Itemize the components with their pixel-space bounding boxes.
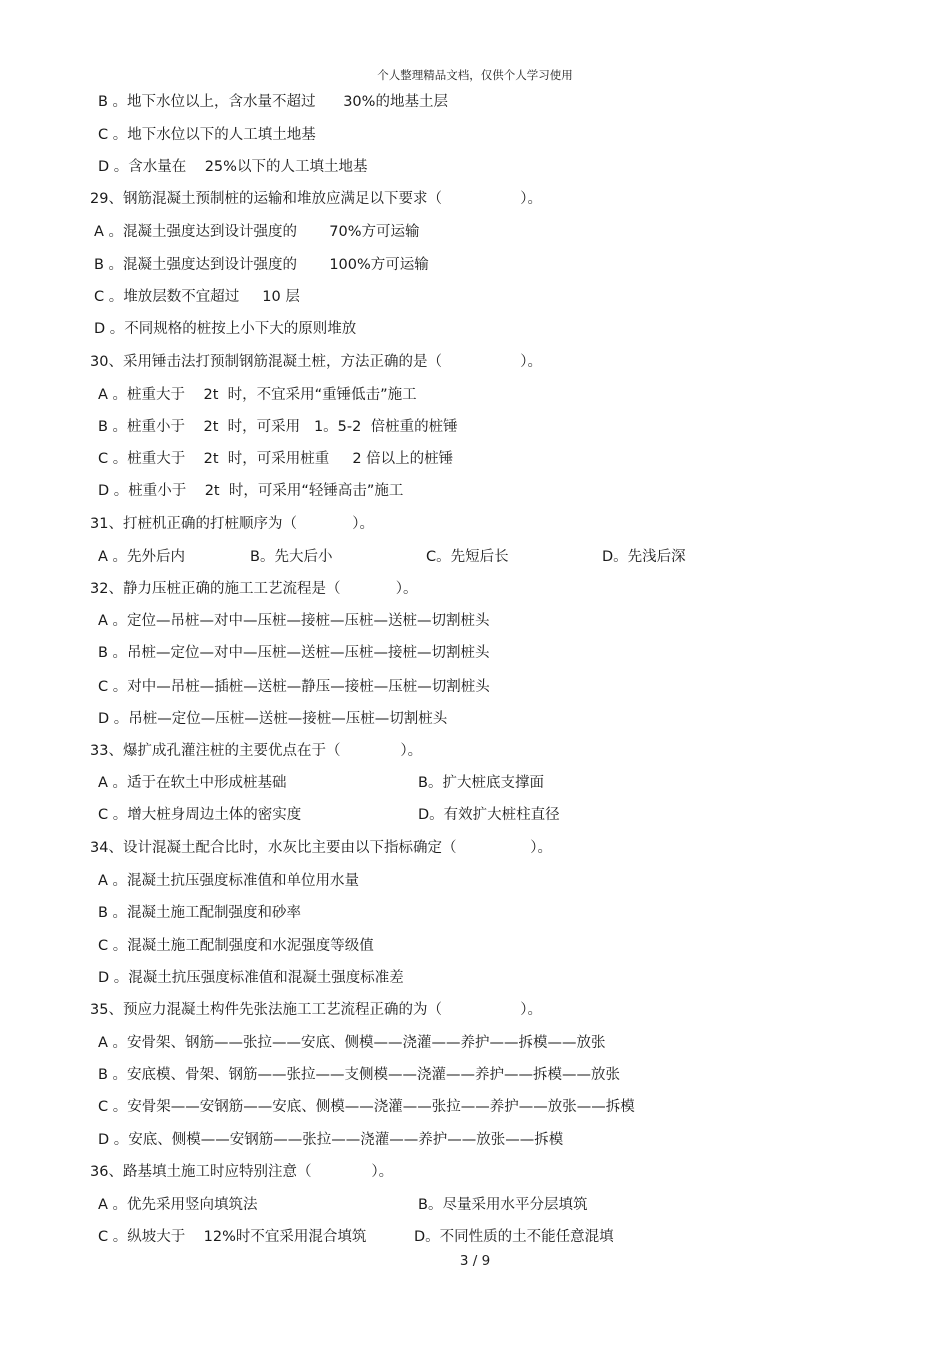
q36-option-d: D。不同性质的土不能任意混填 [414, 1229, 614, 1245]
question-32: 32、静力压桩正确的施工工艺流程是（ ）。 [90, 581, 418, 597]
q32-option-c: C 。对中—吊桩—插桩—送桩—静压—接桩—压桩—切割桩头 [98, 679, 490, 695]
q35-option-d: D 。安底、侧模——安钢筋——张拉——浇灌——养护——放张——拆模 [98, 1132, 564, 1148]
q31-option-c: C。先短后长 [426, 549, 509, 565]
option-d: D 。含水量在 25%以下的人工填土地基 [98, 159, 368, 175]
q35-option-c: C 。安骨架——安钢筋——安底、侧模——浇灌——张拉——养护——放张——拆模 [98, 1099, 635, 1115]
q29-option-a: A 。混凝土强度达到设计强度的 70%方可运输 [94, 224, 420, 240]
option-b: B 。地下水位以上，含水量不超过 30%的地基土层 [98, 94, 448, 110]
q32-option-a: A 。定位—吊桩—对中—压桩—接桩—压桩—送桩—切割桩头 [98, 613, 490, 629]
q35-option-b: B 。安底模、骨架、钢筋——张拉——支侧模——浇灌——养护——拆模——放张 [98, 1067, 621, 1083]
q32-option-d: D 。吊桩—定位—压桩—送桩—接桩—压桩—切割桩头 [98, 711, 448, 727]
question-34: 34、设计混凝土配合比时，水灰比主要由以下指标确定（ ）。 [90, 840, 552, 856]
q33-option-d: D。有效扩大桩柱直径 [418, 807, 560, 823]
q33-option-a: A 。适于在软土中形成桩基础 [98, 775, 287, 791]
q29-option-b: B 。混凝土强度达到设计强度的 100%方可运输 [94, 257, 429, 273]
page-number: 3 / 9 [459, 1253, 491, 1269]
question-29: 29、钢筋混凝土预制桩的运输和堆放应满足以下要求（ ）。 [90, 191, 543, 207]
q32-option-b: B 。吊桩—定位—对中—压桩—送桩—压桩—接桩—切割桩头 [98, 645, 490, 661]
q36-option-a: A 。优先采用竖向填筑法 [98, 1197, 258, 1213]
q36-option-c: C 。纵坡大于 12%时不宜采用混合填筑 [98, 1229, 367, 1245]
q34-option-b: B 。混凝土施工配制强度和砂率 [98, 905, 302, 921]
question-30: 30、采用锤击法打预制钢筋混凝土桩，方法正确的是（ ）。 [90, 354, 543, 370]
q30-option-a: A 。桩重大于 2t 时，不宜采用“重锤低击”施工 [98, 387, 417, 403]
q36-option-b: B。尽量采用水平分层填筑 [418, 1197, 588, 1213]
q34-option-a: A 。混凝土抗压强度标准值和单位用水量 [98, 873, 360, 889]
q33-option-b: B。扩大桩底支撑面 [418, 775, 544, 791]
q35-option-a: A 。安骨架、钢筋——张拉——安底、侧模——浇灌——养护——拆模——放张 [98, 1035, 606, 1051]
q34-option-d: D 。混凝土抗压强度标准值和混凝土强度标准差 [98, 970, 404, 986]
q30-option-c: C 。桩重大于 2t 时，可采用桩重 2 倍以上的桩锤 [98, 451, 454, 467]
q29-option-c: C 。堆放层数不宜超过 10 层 [94, 289, 300, 305]
question-33: 33、爆扩成孔灌注桩的主要优点在于（ ）。 [90, 743, 423, 759]
page-header: 个人整理精品文档，仅供个人学习使用 [377, 68, 573, 82]
q33-option-c: C 。增大桩身周边土体的密实度 [98, 807, 302, 823]
q30-option-d: D 。桩重小于 2t 时，可采用“轻锤高击”施工 [98, 483, 404, 499]
q30-option-b: B 。桩重小于 2t 时，可采用 1。5-2 倍桩重的桩锤 [98, 419, 458, 435]
q34-option-c: C 。混凝土施工配制强度和水泥强度等级值 [98, 938, 374, 954]
option-c: C 。地下水位以下的人工填土地基 [98, 127, 316, 143]
question-35: 35、预应力混凝土构件先张法施工工艺流程正确的为（ ）。 [90, 1002, 543, 1018]
question-36: 36、路基填土施工时应特别注意（ ）。 [90, 1164, 394, 1180]
question-31: 31、打桩机正确的打桩顺序为（ ）。 [90, 516, 375, 532]
q31-option-b: B。先大后小 [250, 549, 333, 565]
q31-option-a: A 。先外后内 [98, 549, 186, 565]
q31-option-d: D。先浅后深 [602, 549, 686, 565]
q29-option-d: D 。不同规格的桩按上小下大的原则堆放 [94, 321, 357, 337]
